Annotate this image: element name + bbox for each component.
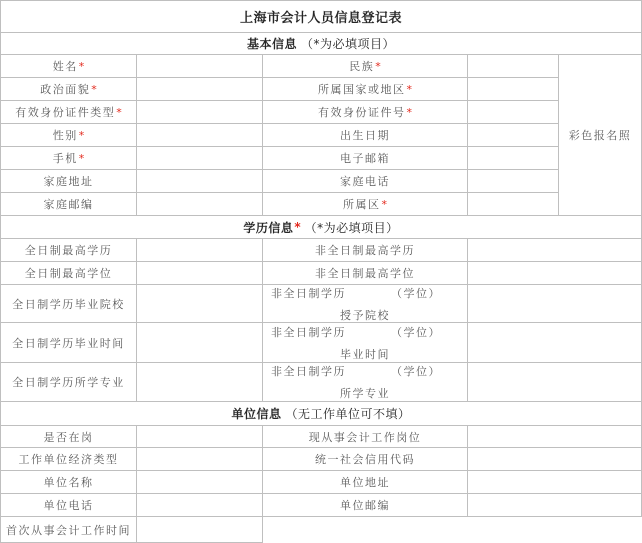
label-pt-edu-text: 非全日制最高学历 — [315, 244, 415, 257]
label-first-time — [0, 516, 137, 543]
required-mark: * — [78, 59, 85, 73]
label-home-postcode — [0, 192, 137, 216]
label-id-type-text: 有效身份证件类型 — [15, 106, 116, 119]
input-employed[interactable] — [136, 425, 263, 448]
input-birthdate[interactable] — [467, 123, 559, 147]
label-home-address-text: 家庭地址 — [43, 175, 94, 188]
label-political — [0, 77, 137, 101]
label-unit-address-text: 单位地址 — [340, 476, 390, 489]
required-mark: * — [375, 59, 381, 73]
label-unit-address — [262, 470, 468, 494]
input-pt-time[interactable] — [467, 322, 642, 363]
input-pt-major[interactable] — [467, 362, 642, 402]
section-note-education: （*为必填项目） — [304, 220, 399, 235]
label-ft-major-text: 全日制学历所学专业 — [12, 376, 125, 389]
label-econ-type-text: 工作单位经济类型 — [18, 453, 119, 466]
label-id-number — [262, 100, 468, 124]
section-header-education — [0, 215, 642, 239]
section-header-basic — [0, 32, 642, 55]
label-ethnicity-text: 民族 — [349, 60, 375, 73]
input-pt-edu[interactable] — [467, 238, 642, 262]
label-district-text: 所属区 — [343, 198, 381, 211]
section-note-basic: （*为必填项目） — [301, 37, 396, 51]
input-mobile[interactable] — [136, 146, 263, 170]
form-title-text: 上海市会计人员信息登记表 — [239, 11, 402, 26]
input-name[interactable] — [136, 54, 263, 78]
section-title-education: 学历信息 — [243, 220, 294, 235]
required-mark: * — [91, 82, 97, 96]
label-pt-time-sub-text: 毕业时间 — [340, 347, 390, 361]
required-mark: * — [116, 105, 122, 119]
label-ft-time-text: 全日制学历毕业时间 — [12, 336, 125, 350]
label-pt-major-degree-text: （学位） — [391, 365, 441, 378]
input-email[interactable] — [467, 146, 559, 170]
label-ft-school-text: 全日制学历毕业院校 — [12, 297, 125, 311]
required-mark: * — [294, 220, 301, 234]
input-country[interactable] — [467, 77, 559, 101]
label-gender-text: 性别 — [52, 129, 78, 142]
input-ft-major[interactable] — [136, 362, 263, 402]
label-ethnicity — [262, 54, 468, 78]
label-political-text: 政治面貌 — [40, 83, 91, 96]
label-country-text: 所属国家或地区 — [318, 83, 406, 96]
required-mark: * — [78, 128, 85, 142]
label-pt-major — [262, 362, 468, 402]
input-id-number[interactable] — [467, 100, 559, 124]
label-home-address — [0, 169, 137, 193]
label-first-time-text: 首次从事会计工作时间 — [6, 523, 131, 537]
input-home-postcode[interactable] — [136, 192, 263, 216]
input-ft-degree[interactable] — [136, 261, 263, 285]
label-name-text: 姓名 — [52, 60, 78, 73]
input-unit-phone[interactable] — [136, 493, 263, 517]
label-mobile — [0, 146, 137, 170]
input-ft-edu[interactable] — [136, 238, 263, 262]
label-ft-school — [0, 284, 137, 323]
label-unit-postcode-text: 单位邮编 — [340, 499, 390, 512]
label-unit-phone-text: 单位电话 — [43, 499, 94, 512]
required-mark: * — [78, 151, 85, 165]
label-home-phone-text: 家庭电话 — [340, 175, 390, 188]
label-position — [262, 425, 468, 448]
label-email-text: 电子邮箱 — [340, 152, 390, 165]
input-ft-school[interactable] — [136, 284, 263, 323]
input-econ-type[interactable] — [136, 447, 263, 471]
label-email — [262, 146, 468, 170]
label-pt-major-sub-text: 所学专业 — [340, 387, 390, 400]
input-unit-postcode[interactable] — [467, 493, 642, 517]
input-home-phone[interactable] — [467, 169, 559, 193]
label-mobile-text: 手机 — [52, 152, 78, 165]
photo-box[interactable] — [558, 54, 642, 216]
label-pt-edu — [262, 238, 468, 262]
required-mark: * — [406, 105, 412, 119]
label-pt-school-degree-text: （学位） — [391, 286, 441, 300]
label-pt-school-text: 非全日制学历 — [271, 286, 346, 300]
label-home-postcode-text: 家庭邮编 — [43, 198, 94, 211]
label-pt-school-sub-text: 授予院校 — [340, 308, 390, 322]
required-mark: * — [381, 197, 387, 211]
input-home-address[interactable] — [136, 169, 263, 193]
input-unit-address[interactable] — [467, 470, 642, 494]
label-position-text: 现从事会计工作岗位 — [308, 430, 422, 444]
required-mark: * — [406, 82, 412, 96]
label-pt-time-text: 非全日制学历 — [271, 325, 346, 339]
label-id-number-text: 有效身份证件号 — [318, 106, 406, 119]
input-ethnicity[interactable] — [467, 54, 559, 78]
input-gender[interactable] — [136, 123, 263, 147]
input-district[interactable] — [467, 192, 559, 216]
label-home-phone — [262, 169, 468, 193]
input-political[interactable] — [136, 77, 263, 101]
label-ft-major — [0, 362, 137, 402]
photo-label: 彩色报名照 — [568, 129, 632, 142]
label-employed-text: 是否在岗 — [43, 430, 94, 444]
label-ft-edu — [0, 238, 137, 262]
label-pt-major-text: 非全日制学历 — [271, 365, 346, 378]
label-employed — [0, 425, 137, 448]
section-title-work: 单位信息 — [231, 407, 282, 421]
input-position[interactable] — [467, 425, 642, 448]
label-ft-edu-text: 全日制最高学历 — [24, 244, 113, 257]
section-note-work: （无工作单位可不填） — [285, 407, 411, 421]
form-title — [0, 0, 642, 33]
label-birthdate — [262, 123, 468, 147]
label-birthdate-text: 出生日期 — [340, 129, 390, 142]
label-pt-time-degree-text: （学位） — [391, 325, 441, 339]
section-header-work — [0, 401, 642, 426]
label-ft-degree-text: 全日制最高学位 — [24, 267, 113, 280]
label-name — [0, 54, 137, 78]
label-id-type — [0, 100, 137, 124]
input-ft-time[interactable] — [136, 322, 263, 363]
label-pt-degree — [262, 261, 468, 285]
section-title-basic: 基本信息 — [246, 37, 297, 51]
label-pt-degree-text: 非全日制最高学位 — [315, 267, 415, 280]
label-district — [262, 192, 468, 216]
input-id-type[interactable] — [136, 100, 263, 124]
input-first-time[interactable] — [136, 516, 263, 543]
label-ft-time — [0, 322, 137, 363]
label-unit-postcode — [262, 493, 468, 517]
input-pt-school[interactable] — [467, 284, 642, 323]
label-credit-code — [262, 447, 468, 471]
input-unit-name[interactable] — [136, 470, 263, 494]
label-econ-type — [0, 447, 137, 471]
input-pt-degree[interactable] — [467, 261, 642, 285]
input-credit-code[interactable] — [467, 447, 642, 471]
label-unit-name — [0, 470, 137, 494]
label-unit-phone — [0, 493, 137, 517]
label-country — [262, 77, 468, 101]
label-gender — [0, 123, 137, 147]
label-pt-time — [262, 322, 468, 363]
label-credit-code-text: 统一社会信用代码 — [315, 453, 415, 466]
label-ft-degree — [0, 261, 137, 285]
label-unit-name-text: 单位名称 — [43, 476, 94, 489]
label-pt-school — [262, 284, 468, 323]
